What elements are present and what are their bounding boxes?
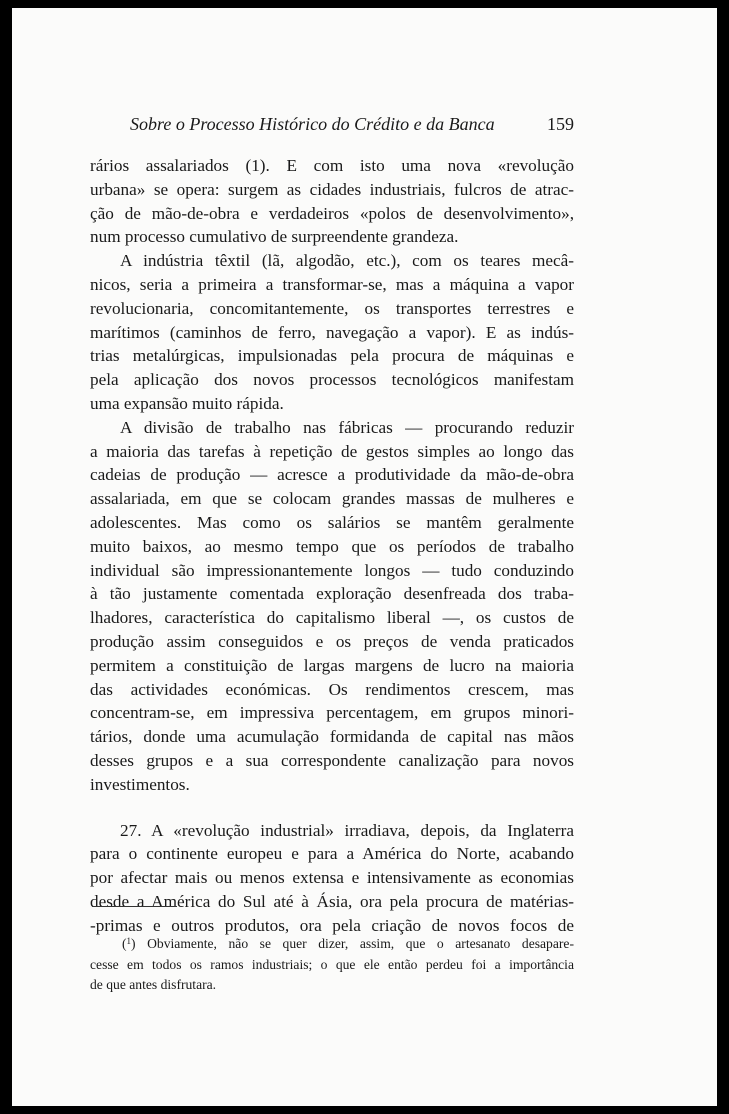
text-line: à tão justamente comentada exploração desenfreada dos traba-: [90, 584, 574, 604]
text-line: desde a América do Sul até à Ásia, ora pela procura de matérias-: [90, 891, 574, 911]
text-line: tários, donde uma acumulação formidanda de capital nas mãos: [90, 727, 574, 747]
text-line: produção assim conseguidos e os preços de venda praticados: [90, 631, 574, 651]
text-line: urbana» se opera: surgem as cidades industriais, fulcros de atrac-: [90, 179, 574, 199]
body-text: [90, 154, 574, 938]
text-line: adolescentes. Mas como os salários se mantêm geralmente: [90, 512, 574, 532]
text-line: uma expansão muito rápida.: [90, 393, 284, 413]
text-line: -primas e outros produtos, ora pela criação de novos focos de: [90, 915, 574, 935]
footnote-divider: [92, 906, 177, 907]
running-header: [130, 112, 574, 136]
text-line: A divisão de trabalho nas fábricas — procurando reduzir: [120, 417, 574, 437]
text-line: concentram-se, em impressiva percentagem, em grupos minori-: [90, 703, 574, 723]
section-gap: [90, 797, 574, 819]
text-line: A indústria têxtil (lã, algodão, etc.), com os teares mecâ-: [120, 251, 574, 271]
text-line: trias metalúrgicas, impulsionadas pela procura de máquinas e: [90, 346, 574, 366]
text-line: rários assalariados (1). E com isto uma nova «revolução: [90, 156, 574, 175]
footnote-line: de que antes disfrutara.: [90, 977, 217, 992]
text-line: cadeias de produção — acresce a produtividade da mão-de-obra: [90, 465, 574, 485]
footnote-line: cesse em todos os ramos industriais; o que ele então perdeu foi a importância: [90, 956, 574, 972]
text-line: lhadores, característica do capitalismo liberal —, os custos de: [90, 608, 574, 628]
text-line: 27. A «revolução industrial» irradiava, depois, da Inglaterra: [120, 820, 574, 840]
text-line: individual são impressionantemente longos — tudo conduzindo: [90, 560, 574, 580]
text-line: assalariada, em que se colocam grandes massas de mulheres e: [90, 489, 574, 509]
footnote: [90, 934, 574, 996]
book-page: [12, 8, 717, 1106]
text-line: muito baixos, ao mesmo tempo que os períodos de trabalho: [90, 536, 574, 556]
text-line: revolucionaria, concomitantemente, os transportes terrestres e: [90, 298, 574, 318]
footnote-marker: 1: [126, 936, 132, 946]
text-line: das actividades económicas. Os rendimentos crescem, mas: [90, 679, 574, 699]
text-line: investimentos.: [90, 774, 190, 794]
running-title: Sobre o Processo Histórico do Crédito e da Banca: [130, 114, 495, 134]
text-line: a maioria das tarefas à repetição de gestos simples ao longo das: [90, 441, 574, 461]
text-line: num processo cumulativo de surpreendente grandeza.: [90, 227, 459, 247]
text-line: nicos, seria a primeira a transformar-se, mas a máquina a vapor: [90, 274, 574, 294]
text-line: desses grupos e a sua correspondente canalização para novos: [90, 750, 574, 770]
text-line: por afectar mais ou menos extensa e intensivamente as economias: [90, 868, 574, 888]
text-line: pela aplicação dos novos processos tecnológicos manifestam: [90, 370, 574, 390]
footnote-text: Obviamente, não se quer dizer, assim, que o artesanato desapare-: [147, 936, 574, 951]
text-line: marítimos (caminhos de ferro, navegação a vapor). E as indús-: [90, 322, 574, 342]
text-line: para o continente europeu e para a América do Norte, acabando: [90, 844, 574, 864]
text-line: permitem a constituição de largas margens de lucro na maioria: [90, 655, 574, 675]
text-line: ção de mão-de-obra e verdadeiros «polos de desenvolvimento»,: [90, 203, 574, 223]
page-number: 159: [547, 114, 574, 134]
footnote-line: ($^1$) Obviamente, não se quer dizer, assim, que o artesanato desapare-: [122, 936, 574, 951]
